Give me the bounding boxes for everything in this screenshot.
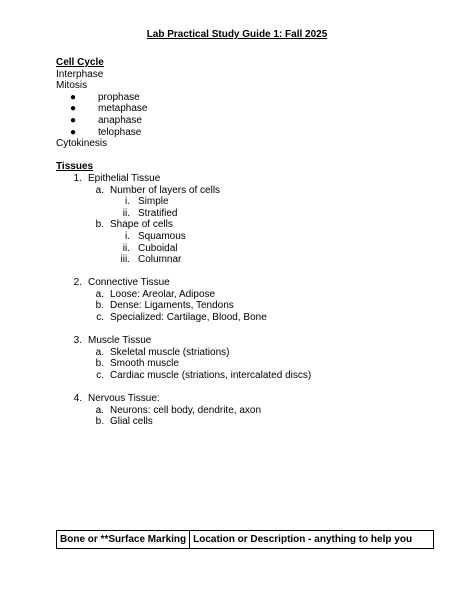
- list-item: [56, 173, 436, 185]
- list-letter: b.: [95, 416, 104, 428]
- interphase-text: Interphase: [56, 68, 104, 80]
- list-label: Epithelial Tissue: [88, 172, 161, 184]
- bone-marking-table: [56, 530, 434, 549]
- phase-label: anaphase: [98, 114, 142, 126]
- table-row: [57, 531, 434, 549]
- list-letter: a.: [95, 346, 104, 358]
- list-roman: ii.: [122, 242, 130, 254]
- list-label: Simple: [138, 196, 169, 208]
- cell-cycle-heading: Cell Cycle: [56, 57, 104, 68]
- list-letter: b.: [95, 358, 104, 370]
- list-item: [56, 416, 436, 428]
- list-item: [56, 370, 436, 382]
- list-label: Specialized: Cartilage, Blood, Bone: [110, 312, 267, 324]
- list-letter: a.: [95, 404, 104, 416]
- study-guide-content: [56, 57, 436, 428]
- list-item: [56, 208, 436, 220]
- table-header-bone: Bone or **Surface Marking: [57, 531, 190, 549]
- list-letter: a.: [95, 288, 104, 300]
- mitosis-text: Mitosis: [56, 80, 88, 92]
- list-label: Glial cells: [110, 416, 153, 428]
- phase-label: metaphase: [98, 103, 148, 115]
- list-number: 1.: [73, 172, 82, 184]
- phase-item: [56, 92, 436, 104]
- list-item: [56, 289, 436, 301]
- phase-item: [56, 103, 436, 115]
- list-item: [56, 254, 436, 266]
- bullet-icon: ●: [70, 103, 77, 115]
- list-label: Cardiac muscle (striations, intercalated discs): [110, 370, 312, 382]
- table-header-location: Location or Description - anything to help you: [190, 531, 434, 549]
- list-item: [56, 196, 436, 208]
- tissues-heading: Tissues: [56, 161, 94, 173]
- list-label: Skeletal muscle (striations): [110, 346, 230, 358]
- bullet-icon: ●: [70, 114, 77, 126]
- list-item: [56, 393, 436, 405]
- phase-item: [56, 127, 436, 139]
- list-letter: b.: [95, 300, 104, 312]
- list-label: Columnar: [138, 254, 182, 266]
- list-item: [56, 243, 436, 255]
- list-item: [56, 335, 436, 347]
- list-item: [56, 312, 436, 324]
- list-number: 4.: [73, 393, 82, 405]
- list-label: Number of layers of cells: [110, 184, 221, 196]
- list-label: Shape of cells: [110, 219, 173, 231]
- list-label: Dense: Ligaments, Tendons: [110, 300, 234, 312]
- list-item: [56, 219, 436, 231]
- list-label: Neurons: cell body, dendrite, axon: [110, 404, 262, 416]
- list-letter: c.: [96, 370, 104, 382]
- list-item: [56, 185, 436, 197]
- list-roman: i.: [125, 230, 130, 242]
- list-letter: a.: [95, 184, 104, 196]
- list-item: [56, 277, 436, 289]
- list-label: Connective Tissue: [88, 277, 170, 289]
- bullet-icon: ●: [70, 91, 77, 103]
- list-roman: ii.: [122, 207, 130, 219]
- phase-label: telophase: [98, 126, 142, 138]
- list-number: 2.: [73, 277, 82, 289]
- phase-item: [56, 115, 436, 127]
- list-number: 3.: [73, 335, 82, 347]
- cytokinesis-text: Cytokinesis: [56, 138, 108, 150]
- list-label: Smooth muscle: [110, 358, 179, 370]
- list-label: Loose: Areolar, Adipose: [110, 288, 216, 300]
- list-label: Muscle Tissue: [88, 335, 152, 347]
- list-item: [56, 405, 436, 417]
- list-item: [56, 347, 436, 359]
- list-item: [56, 231, 436, 243]
- list-label: Cuboidal: [138, 242, 178, 254]
- list-letter: b.: [95, 219, 104, 231]
- list-label: Nervous Tissue:: [88, 393, 160, 405]
- list-label: Squamous: [138, 230, 186, 242]
- list-label: Stratified: [138, 207, 178, 219]
- bullet-icon: ●: [70, 126, 77, 138]
- list-item: [56, 300, 436, 312]
- page-title: Lab Practical Study Guide 1: Fall 2025: [146, 29, 328, 40]
- list-letter: c.: [96, 312, 104, 324]
- phase-label: prophase: [98, 91, 140, 103]
- list-roman: i.: [125, 196, 130, 208]
- list-item: [56, 358, 436, 370]
- list-roman: iii.: [120, 254, 130, 266]
